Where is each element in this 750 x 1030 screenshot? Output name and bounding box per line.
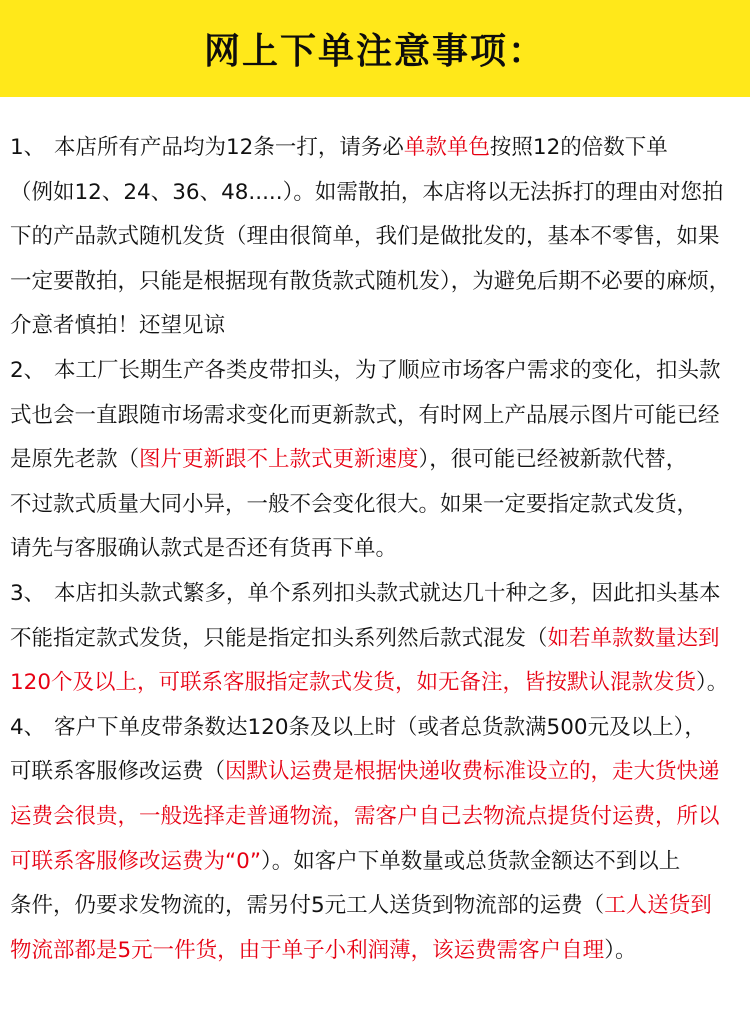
notice-line — [10, 401, 746, 431]
notice-line — [10, 936, 746, 966]
body-text: ）。如客户下单数量或总货款金额达不到以上 — [260, 848, 681, 874]
body-text: ），很可能已经被新款代替， — [418, 447, 688, 473]
body-text: 介意者慎拍！还望见谅 — [10, 313, 226, 339]
notice-line — [10, 668, 746, 698]
notice-line — [10, 222, 746, 252]
body-text: 一定要散拍，只能是根据现有散货款式随机发），为避免后期不必要的麻烦， — [10, 268, 731, 294]
notice-line — [10, 311, 746, 341]
body-text: ）。 — [604, 937, 637, 963]
notice-line — [10, 624, 746, 654]
body-text: 不能指定款式发货，只能是指定扣头系列然后款式混发（ — [10, 625, 548, 651]
body-text: 可联系客服修改运费（ — [10, 759, 226, 785]
notice-line — [10, 802, 746, 832]
notice-line — [10, 267, 746, 297]
notice-line — [10, 713, 746, 743]
item-number: 3、 — [10, 581, 46, 606]
notice-line — [10, 445, 746, 475]
body-text: 不过款式质量大同小异，一般不会变化很大。如果一定要指定款式发货， — [10, 491, 699, 517]
body-text: 本工厂长期生产各类皮带扣头，为了顺应市场客户需求的变化，扣头款 — [54, 358, 721, 383]
body-text: 本店所有产品均为12条一打，请务必 — [54, 135, 404, 160]
notice-line — [10, 757, 746, 787]
highlight-text: 可联系客服修改运费为“0” — [10, 848, 261, 874]
notice-line — [10, 579, 746, 609]
highlight-text: 工人送货到 — [604, 893, 712, 919]
body-text: ）。 — [696, 670, 729, 696]
body-text: 请先与客服确认款式是否还有货再下单。 — [10, 536, 398, 562]
highlight-text: 物流部都是5元一件货，由于单子小利润薄，该运费需客户自理 — [10, 937, 605, 963]
notice-line — [10, 133, 746, 163]
highlight-text: 如若单款数量达到 — [547, 625, 720, 651]
page-title: 网上下单注意事项： — [203, 31, 546, 72]
body-text: 条件，仍要求发物流的，需另付5元工人送货到物流部的运费（ — [10, 893, 605, 919]
body-text: 是原先老款（ — [10, 447, 140, 473]
body-text: 式也会一直跟随市场需求变化而更新款式，有时网上产品展示图片可能已经 — [10, 402, 720, 428]
notice-line — [10, 891, 746, 921]
notice-line — [10, 178, 746, 208]
highlight-text: 单款单色 — [403, 135, 490, 160]
highlight-text: 图片更新跟不上款式更新速度 — [139, 447, 419, 473]
notice-line — [10, 356, 746, 386]
body-text: 客户下单皮带条数达120条及以上时（或者总货款满500元及以上）， — [54, 714, 706, 740]
body-text: （例如12、24、36、48.....）。如需散拍，本店将以无法拆打的理由对您拍 — [10, 179, 724, 205]
body-text: 本店扣头款式繁多，单个系列扣头款式就达几十种之多，因此扣头基本 — [54, 581, 721, 606]
item-number: 4、 — [10, 714, 46, 740]
body-text: 按照12的倍数下单 — [489, 135, 668, 160]
body-text: 下的产品款式随机发货（理由很简单，我们是做批发的，基本不零售，如果 — [10, 224, 720, 250]
notice-line — [10, 490, 746, 520]
item-number: 2、 — [10, 358, 46, 383]
notice-line — [10, 847, 746, 877]
highlight-text: 120个及以上，可联系客服指定款式发货，如无备注，皆按默认混款发货 — [10, 670, 697, 696]
title-banner — [0, 0, 750, 97]
highlight-text: 运费会很贵，一般选择走普通物流，需客户自己去物流点提货付运费，所以 — [10, 804, 720, 829]
notice-line — [10, 534, 746, 564]
highlight-text: 因默认运费是根据快递收费标准设立的，走大货快递 — [225, 759, 720, 785]
item-number: 1、 — [10, 135, 46, 160]
